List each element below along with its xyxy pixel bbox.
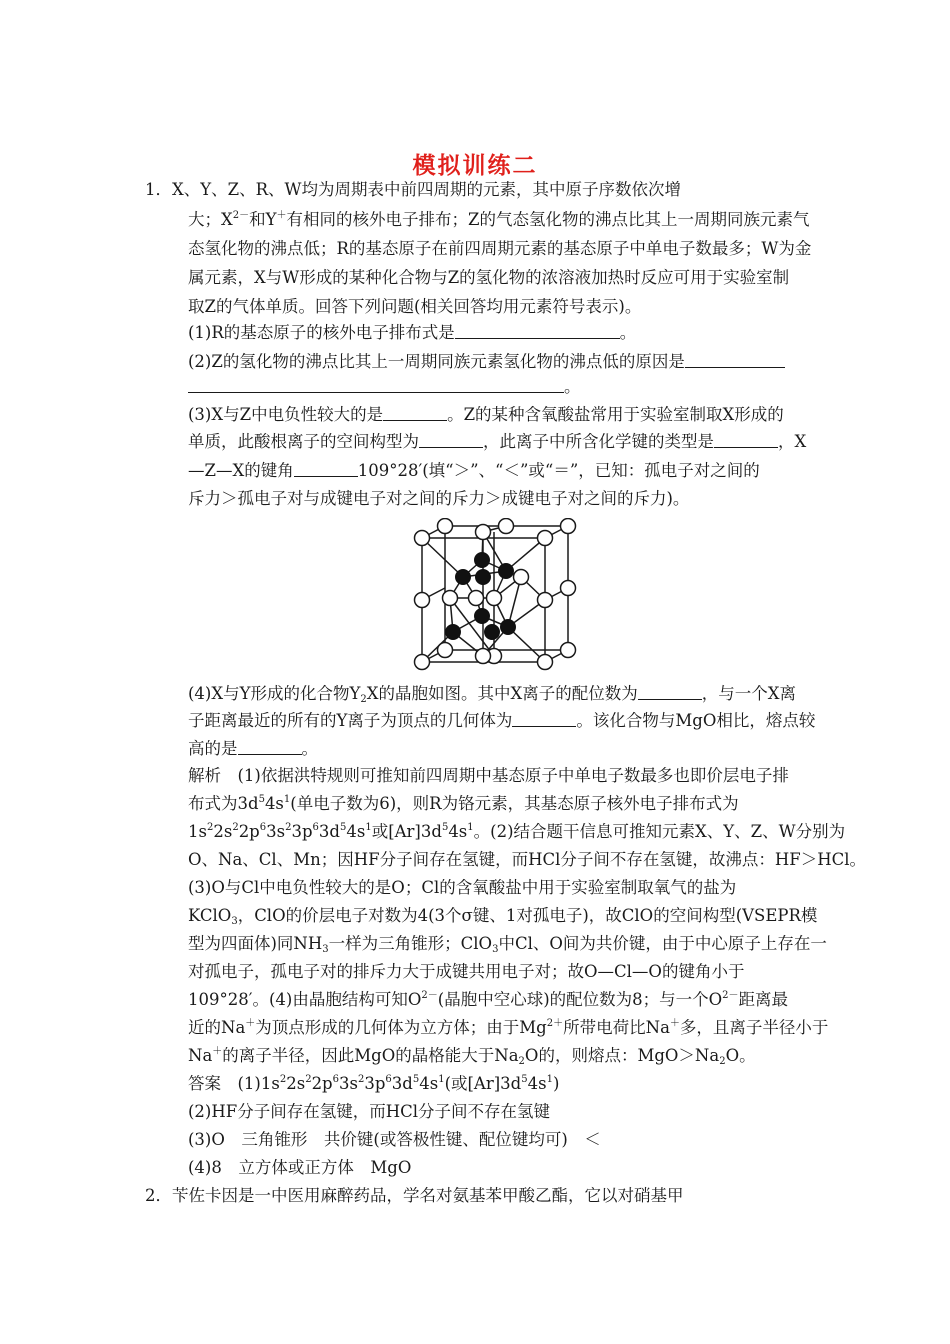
analysis-line-11: Na＋的离子半径，因此MgO的晶格能大于$Na_2O$的，则熔点：$MgO>Na_2O$。 xyxy=(188,1046,756,1067)
answer-line-3: (3)O 三角锥形 共价键(或答极性键、配位键均可) ＜ xyxy=(188,1130,601,1149)
cation-sphere xyxy=(475,609,490,624)
answer-blank[interactable] xyxy=(294,461,358,477)
cation-sphere xyxy=(485,625,500,640)
anion-sphere xyxy=(438,643,453,658)
question-1-line-1: 1．X、Y、Z、R、W均为周期表中前四周期的元素，其中原子序数依次增 xyxy=(145,180,681,199)
anion-sphere xyxy=(415,593,430,608)
analysis-line-5: (3)O与Cl中电负性较大的是O；Cl的含氧酸盐中用于实验室制取氧气的盐为 xyxy=(188,878,737,897)
analysis-line-7: 型为四面体)同$NH_3$一样为三角锥形；ClO$_3$中Cl、O间为共价键，由于中心原子上存在一 xyxy=(188,934,827,955)
cation-sphere xyxy=(501,620,516,635)
cation-sphere xyxy=(476,570,491,585)
answer-line-2: (2)HF分子间存在氢键，而HCl分子间不存在氢键 xyxy=(188,1102,551,1121)
analysis-line-9: 109°28′。(4)由晶胞结构可知$O^{2-}$(晶胞中空心球)的配位数为8；与一个$O^{2-}$距离最 xyxy=(188,990,789,1009)
crystal-cell-diagram xyxy=(410,518,580,680)
answer-blank[interactable] xyxy=(685,352,785,368)
answer-blank[interactable] xyxy=(714,432,778,448)
anion-sphere xyxy=(487,591,502,606)
analysis-line-10: 近的Na＋为顶点形成的几何体为立方体；由于$Mg^{2+}$所带电荷比Na＋多，且离子半径小于 xyxy=(188,1018,829,1037)
question-1-part-4-line-3: 高的是 。 xyxy=(188,739,318,758)
question-1-line-5: 取Z的气体单质。回答下列问题(相关回答均用元素符号表示)。 xyxy=(188,297,642,316)
question-1-part-3-line-2: 单质，此酸根离子的空间构型为 ，此离子中所含化学键的类型是 ，X xyxy=(188,432,807,451)
answer-blank[interactable] xyxy=(455,323,620,339)
question-1-part-3-line-4: 斥力＞孤电子对与成键电子对之间的斥力＞成键电子对之间的斥力)。 xyxy=(188,489,690,508)
answer-line-4: (4)8 立方体或正方体 MgO xyxy=(188,1158,412,1177)
cation-sphere xyxy=(446,625,461,640)
answer-blank[interactable] xyxy=(638,684,702,700)
anion-sphere xyxy=(538,593,553,608)
answer-blank[interactable] xyxy=(419,432,483,448)
anion-sphere xyxy=(514,570,529,585)
anion-sphere xyxy=(476,525,491,540)
analysis-line-8: 对孤电子，孤电子对的排斥力大于成键共用电子对；故O—Cl—O的键角小于 xyxy=(188,962,745,981)
question-1-part-1: (1)R的基态原子的核外电子排布式是 。 xyxy=(188,323,637,342)
anion-sphere xyxy=(538,531,553,546)
question-1-part-3-line-3: —Z—X的键角 109°28′(填“＞”、“＜”或“＝”，已知：孤电子对之间的 xyxy=(188,461,760,480)
question-1-part-4-line-2: 子距离最近的所有的Y离子为顶点的几何体为 。该化合物与MgO相比，熔点较 xyxy=(188,711,816,730)
anion-sphere xyxy=(561,519,576,534)
anion-sphere xyxy=(469,591,484,606)
cation-sphere xyxy=(456,570,471,585)
answer-line-1: 答案 $(1)1s^22s^22p^63s^23p^63d^54s^1$(或$[Ar]3d^54s^1$) xyxy=(188,1074,560,1093)
analysis-line-4: O、Na、Cl、Mn；因HF分子间存在氢键，而HCl分子间不存在氢键，故沸点：HF＞HCl。 xyxy=(188,850,866,869)
answer-blank[interactable] xyxy=(383,405,447,421)
anion-spheres xyxy=(415,519,576,670)
page-title: 模拟训练二 xyxy=(412,153,538,179)
analysis-line-6: KClO$_3$，ClO的价层电子对数为4(3个σ键、1对孤电子)，故ClO的空间构型(VSEPR模 xyxy=(188,906,818,927)
cation-sphere xyxy=(475,553,490,568)
analysis-line-2: 布式为$3d^54s^1$(单电子数为6)，则R为铬元素，其基态原子核外电子排布式为 xyxy=(188,794,739,813)
question-1-part-2-cont: 。 xyxy=(188,377,581,397)
question-1-line-4: 属元素，X与W形成的某种化合物与Z的氢化物的浓溶液加热时反应可用于实验室制 xyxy=(188,268,790,287)
anion-sphere xyxy=(415,655,430,670)
answer-blank[interactable] xyxy=(512,711,576,727)
anion-sphere xyxy=(499,519,514,534)
analysis-line-1: 解析 (1)依据洪特规则可推知前四周期中基态原子中单电子数最多也即价层电子排 xyxy=(188,766,789,785)
anion-sphere xyxy=(438,519,453,534)
anion-sphere xyxy=(538,655,553,670)
cation-sphere xyxy=(499,564,514,579)
answer-blank[interactable] xyxy=(188,377,564,393)
answer-blank[interactable] xyxy=(238,739,302,755)
anion-sphere xyxy=(561,581,576,596)
question-1-part-4-line-1: (4)X与Y形成的化合物$Y_2X$的晶胞如图。其中X离子的配位数为 ，与一个X离 xyxy=(188,684,797,705)
question-1-part-2: (2)Z的氢化物的沸点比其上一周期同族元素氢化物的沸点低的原因是 xyxy=(188,352,785,372)
question-1-line-3: 态氢化物的沸点低；R的基态原子在前四周期元素的基态原子中单电子数最多；W为金 xyxy=(188,239,812,258)
anion-sphere xyxy=(415,531,430,546)
question-2-line-1: 2．苄佐卡因是一中医用麻醉药品，学名对氨基苯甲酸乙酯，它以对硝基甲 xyxy=(145,1186,684,1205)
anion-sphere xyxy=(561,643,576,658)
anion-sphere xyxy=(476,649,491,664)
anion-sphere xyxy=(443,591,458,606)
question-1-line-2: 大；$X^{2-}$和Y＋有相同的核外电子排布；Z的气态氢化物的沸点比其上一周期同族元素气 xyxy=(188,210,810,229)
analysis-line-3: $1s^22s^22p^63s^23p^63d^54s^1$或$[Ar]3d^54s^1$。(2)结合题干信息可推知元素X、Y、Z、W分别为 xyxy=(188,822,846,841)
question-1-part-3-line-1: (3)X与Z中电负性较大的是 。Z的某种含氧酸盐常用于实验室制取X形成的 xyxy=(188,405,784,424)
